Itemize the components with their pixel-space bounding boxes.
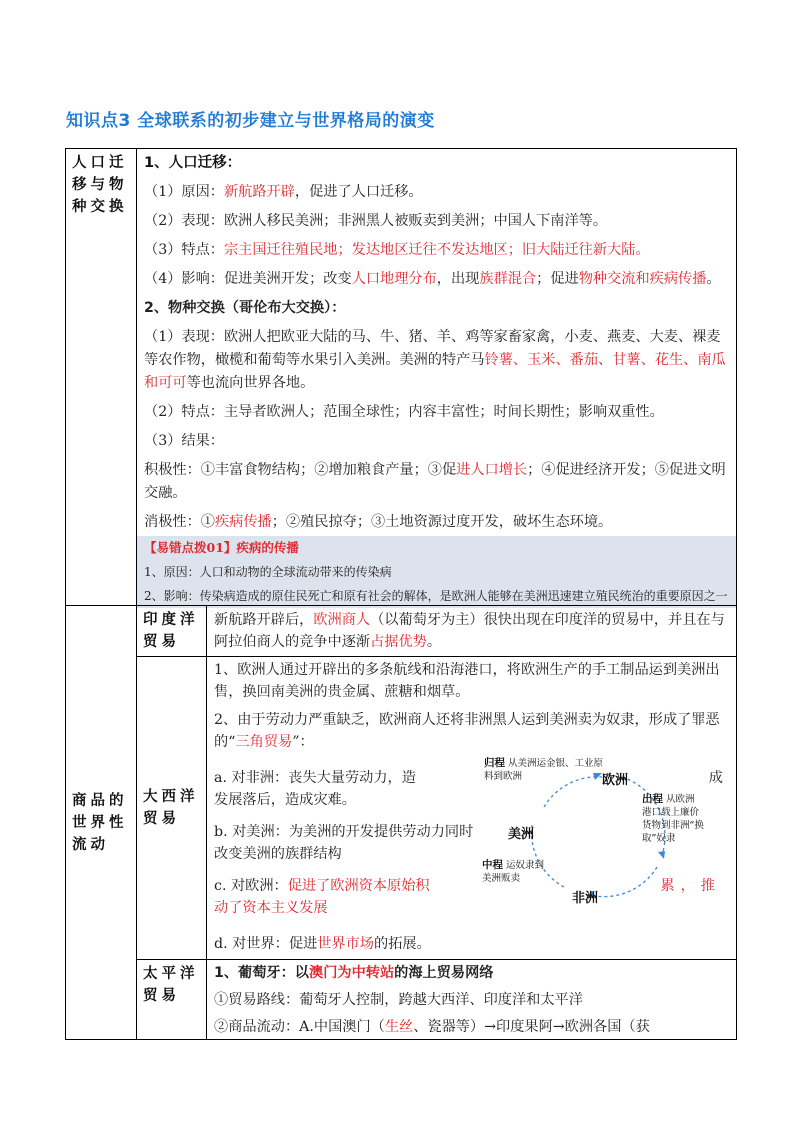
text: 积极性：①丰富食物结构；②增加粮食产量；③促 [144, 462, 457, 478]
paragraph [144, 181, 729, 204]
key-text: 促进了欧洲资本原始积 [287, 878, 430, 894]
text: c. 对欧洲： [214, 878, 288, 894]
tip-line: 2、影响：传染病造成的原住民死亡和原有社会的解体，是欧洲人能够在美洲迅速建立殖民统治的重要原因之一 [144, 589, 728, 603]
text: （以葡萄牙为主）很快出现在印度洋的贸易中，并且在与阿拉伯商人的竞争中逐渐 [214, 612, 725, 650]
text: ；④促进经济开发；⑤促进文明交融。 [144, 462, 726, 501]
key-text: 三角贸易 [235, 734, 293, 750]
key-text: 进人口增长 [456, 462, 528, 478]
text: 成 [708, 770, 723, 786]
key-text: 铃薯、玉米、番茄、甘薯、花生、南瓜和可可 [144, 352, 726, 391]
subsection-title: 1、人口迁移： [144, 155, 242, 171]
sub-label-cell [137, 960, 207, 1040]
text: 出程 [642, 793, 663, 805]
content-cell [207, 606, 737, 657]
tip-title: 【易错点拨01】疾病的传播 [144, 540, 299, 555]
text: 的拓展。 [374, 936, 431, 952]
paragraph [214, 933, 729, 956]
triangle-trade-block [214, 759, 729, 931]
paragraph [214, 875, 472, 897]
table-row [66, 606, 737, 657]
paragraph: b. 对美洲：为美洲的开发提供劳动力同时改变美洲的族群结构 [214, 824, 474, 862]
paragraph: （2）表现：欧洲人移民美洲；非洲黑人被贩卖到美洲；中国人下南洋等。 [144, 213, 608, 229]
content-cell [207, 960, 737, 1040]
paragraph [144, 511, 729, 534]
row-label-migration: 人口迁移与物种交换 [72, 155, 128, 215]
tip-box [137, 536, 736, 608]
key-text: 新航路开辟 [223, 184, 295, 200]
key-text: 累，推 [660, 878, 721, 894]
text: 归程 [484, 757, 505, 769]
text: ，出现 [436, 271, 480, 287]
paragraph: （3）结果： [144, 433, 224, 449]
key-text: 欧洲商人 [313, 612, 371, 628]
row-label-cell [66, 149, 137, 606]
paragraph: ①贸易路线：葡萄牙人控制，跨越大西洋、印度洋和太平洋 [214, 992, 583, 1008]
text: ②商品流动：A.中国澳门（ [214, 1019, 385, 1035]
paragraph [144, 459, 729, 505]
key-text: 世界市场 [317, 936, 374, 952]
key-text: 动了资本主义发展 [214, 900, 328, 916]
paragraph [214, 709, 729, 753]
section-heading: 知识点3 全球联系的初步建立与世界格局的演变 [66, 111, 435, 131]
text: 运奴隶到美洲贩卖 [482, 860, 545, 884]
paragraph [144, 326, 729, 395]
text: ；②殖民掠夺；③土地资源过度开发，破坏生态环境。 [271, 514, 613, 530]
paragraph [214, 1016, 729, 1039]
row-label-commodity: 商品的世界性流动 [72, 792, 128, 853]
text: 1、葡萄牙：以 [214, 965, 309, 981]
node-america: 美洲 [508, 827, 535, 842]
text: ；促进 [536, 271, 579, 287]
key-text: 生丝 [384, 1019, 414, 1035]
paragraph: 发展落后，造成灾难。 [214, 792, 356, 808]
table-row [66, 149, 737, 606]
text: （1）原因： [144, 184, 224, 200]
knowledge-table [65, 148, 737, 1040]
key-text: 物种交流和疾病传播 [578, 271, 707, 287]
text: （4）影响：促进美洲开发；改变 [144, 271, 352, 287]
triangle-trade-diagram [452, 755, 702, 905]
text: 中程 [482, 859, 503, 871]
key-text: 占据优势 [370, 634, 427, 650]
subsection-title: 2、物种交换（哥伦布大交换）： [144, 300, 346, 316]
node-africa: 非洲 [572, 891, 599, 906]
text: 的海上贸易网络 [394, 965, 494, 981]
content-cell [137, 149, 737, 606]
sub-label-pacific: 太平洋贸易 [143, 966, 199, 1004]
sub-label-indian-ocean: 印度洋贸易 [143, 612, 199, 650]
paragraph [214, 962, 729, 985]
text: ，促进了人口迁移。 [294, 184, 423, 200]
key-text: 宗主国迁往殖民地；发达地区迁往不发达地区；旧大陆迁往新大陆。 [223, 242, 650, 258]
text: 、瓷器等）→印度果阿→欧洲各国（获 [413, 1019, 650, 1035]
content-cell [207, 657, 737, 960]
paragraph [144, 268, 729, 291]
text: 新航路开辟后， [214, 612, 314, 628]
text: （1）表现：欧洲人把欧亚大陆的马、牛、猪、羊、鸡等家畜家禽，小麦、燕麦、大麦、裸麦等农作物，橄榄和葡萄等水果引入美洲。美洲的特产马 [144, 329, 721, 368]
text: 消极性：① [144, 514, 215, 530]
text: d. 对世界：促进 [214, 936, 318, 952]
label-outward [642, 793, 704, 845]
table-row [66, 960, 737, 1040]
text: 。 [706, 271, 721, 287]
text: 等也流向世界各地。 [186, 375, 315, 391]
paragraph: （2）特点：主导者欧洲人；范围全球性；内容丰富性；时间长期性；影响双重性。 [144, 404, 664, 420]
label-return [484, 757, 604, 783]
text: ”： [292, 734, 314, 750]
node-europe: 欧洲 [602, 773, 629, 788]
text: 2、由于劳动力严重缺乏，欧洲商人还将非洲黑人运到美洲卖为奴隶，形成了罪恶的“ [214, 712, 720, 750]
text: （3）特点： [144, 242, 224, 258]
sub-label-cell [137, 606, 207, 657]
paragraph [214, 609, 729, 653]
table-row [66, 657, 737, 960]
text: a. 对非洲：丧失大量劳动力，造 [214, 770, 416, 786]
key-text: 澳门为中转站 [309, 965, 395, 981]
key-text: 人口地理分布 [351, 271, 437, 287]
row-label-cell [66, 606, 137, 1040]
key-text: 族群混合 [479, 271, 537, 287]
paragraph [214, 767, 472, 789]
sub-label-cell [137, 657, 207, 960]
paragraph [144, 239, 729, 262]
text: 从欧洲港口载上廉价货物到非洲“换取”奴隶 [642, 794, 704, 844]
text: 。 [426, 634, 442, 650]
key-text: 疾病传播 [214, 514, 272, 530]
sub-label-atlantic: 大西洋贸易 [143, 789, 199, 827]
paragraph: 1、欧洲人通过开辟出的多条航线和沿海港口，将欧洲生产的手工制品运到美洲出售，换回南美洲的贵金属、蔗糖和烟草。 [214, 662, 720, 700]
tip-line: 1、原因：人口和动物的全球流动带来的传染病 [144, 565, 392, 579]
label-middle [482, 859, 546, 885]
text: 从美洲运金银、工业原料到欧洲 [484, 758, 604, 782]
